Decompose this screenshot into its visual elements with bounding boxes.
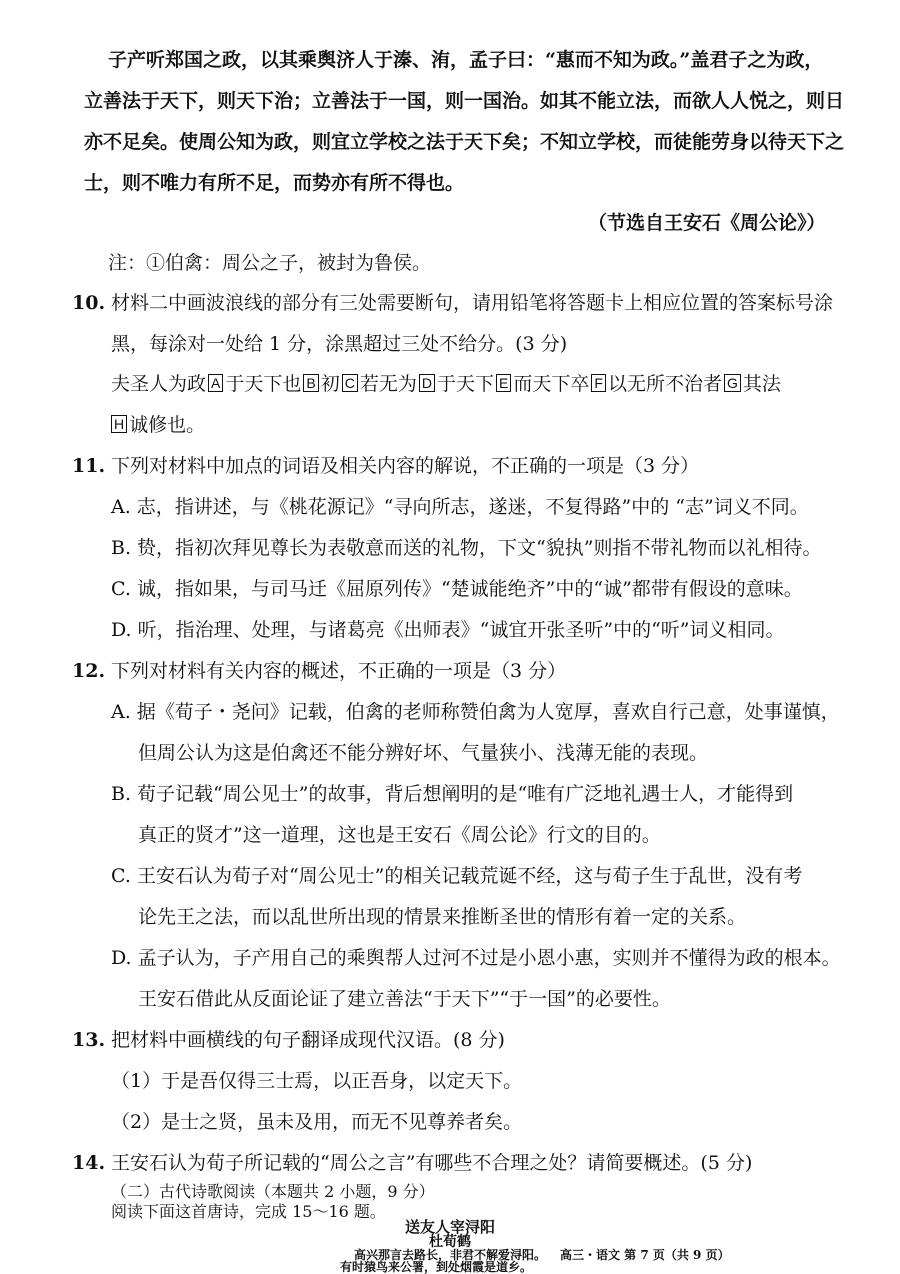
q10-break-mark-e[interactable]: E — [496, 374, 511, 392]
q12-option-a-line-1: A. 据《荀子・尧问》记载，伯禽的老师称赞伯禽为人宽厚，喜欢自行己意，处事谨慎， — [111, 701, 840, 723]
q10-break-mark-h[interactable]: H — [111, 415, 127, 433]
q10-segment: 初 — [320, 373, 340, 395]
q10-sentence-line-2 — [111, 413, 205, 437]
q11-number: 11. — [72, 455, 106, 477]
q11-option-d: D. 听，指治理、处理，与诸葛亮《出师表》“诚宜开张圣听”中的“听”词义相同。 — [111, 619, 785, 641]
q10-stem-line-1: 材料二中画波浪线的部分有三处需要断句，请用铅笔将答题卡上相应位置的答案标号涂 — [111, 292, 834, 314]
q12-option-b-line-1: B. 荀子记载“周公见士”的故事，背后想阐明的是“唯有广泛地礼遇士人，才能得到 — [111, 783, 794, 805]
q10-segment: 诚修也。 — [129, 414, 206, 436]
q10-segment: 以无所不治者 — [607, 373, 722, 395]
q13-number: 13. — [72, 1029, 106, 1051]
q14-stem: 王安石认为荀子所记载的“周公之言”有哪些不合理之处？请简要概述。(5 分) — [111, 1152, 753, 1174]
q10-break-mark-d[interactable]: D — [419, 374, 435, 392]
q11-option-c: C. 诚，指如果，与司马迁《屈原列传》“楚诚能绝齐”中的“诚”都带有假设的意味。 — [111, 578, 803, 600]
q11-option-a: A. 志，指讲述，与《桃花源记》“寻向所志，遂迷，不复得路”中的 “志”词义不同。 — [111, 496, 809, 518]
passage-line-1: 子产听郑国之政，以其乘舆济人于溱、洧，孟子曰：“惠而不知为政。”盖君子之为政， — [108, 49, 824, 71]
q10-sentence-line-1 — [111, 372, 781, 396]
q12-option-d-line-1: D. 孟子认为，子产用自己的乘舆帮人过河不过是小恩小惠，实则并不懂得为政的根本。 — [111, 947, 841, 969]
q10-segment: 于天下也 — [225, 373, 302, 395]
page-footer: 高三・语文 第 7 页（共 9 页） — [560, 1248, 730, 1262]
q10-break-mark-g[interactable]: G — [724, 374, 741, 392]
q10-segment: 而天下卒 — [513, 373, 590, 395]
passage-line-2: 立善法于天下，则天下治；立善法于一国，则一国治。如其不能立法，而欲人人悦之，则日 — [84, 90, 845, 112]
passage-note: 注：①伯禽：周公之子，被封为鲁侯。 — [108, 252, 432, 274]
q10-number: 10. — [72, 292, 106, 314]
q12-number: 12. — [72, 660, 106, 682]
poem-line-2: 有时猿鸟来公署，到处烟霞是道乡。 — [340, 1260, 533, 1274]
q10-break-mark-a[interactable]: A — [208, 374, 223, 392]
q10-break-mark-c[interactable]: C — [342, 374, 358, 392]
section-2-instruction: 阅读下面这首唐诗，完成 15～16 题。 — [111, 1202, 386, 1221]
q10-break-mark-b[interactable]: B — [303, 374, 318, 392]
q14-number: 14. — [72, 1152, 106, 1174]
q10-break-mark-f[interactable]: F — [591, 374, 606, 392]
q10-segment: 其法 — [742, 373, 781, 395]
q12-stem: 下列对材料有关内容的概述，不正确的一项是（3 分） — [111, 660, 567, 682]
q13-stem: 把材料中画横线的句子翻译成现代汉语。(8 分) — [111, 1029, 505, 1051]
passage-line-3: 亦不足矣。使周公知为政，则宜立学校之法于天下矣；不知立学校，而徒能劳身以待天下之 — [84, 131, 845, 153]
passage-line-4: 士，则不唯力有所不足，而势亦有所不得也。 — [84, 172, 465, 194]
q10-segment: 于天下 — [437, 373, 495, 395]
q13-item-1: （1）于是吾仅得三士焉，以正吾身，以定天下。 — [111, 1070, 523, 1092]
poem-line-1: 高兴那言去路长，非君不解爱浔阳。 — [353, 1248, 546, 1262]
q12-option-b-line-2: 真正的贤才”这一道理，这也是王安石《周公论》行文的目的。 — [138, 824, 661, 846]
q11-option-b: B. 贽，指初次拜见尊长为表敬意而送的礼物，下文“貌执”则指不带礼物而以礼相待。 — [111, 537, 822, 559]
q10-segment: 若无为 — [359, 373, 417, 395]
passage-source: （节选自王安石《周公论》） — [588, 212, 826, 234]
q12-option-d-line-2: 王安石借此从反面论证了建立善法“于天下”“于一国”的必要性。 — [138, 988, 671, 1010]
q13-item-2: （2）是士之贤，虽未及用，而无不见尊养者矣。 — [111, 1111, 523, 1133]
q10-stem-line-2: 黑，每涂对一处给 1 分，涂黑超过三处不给分。(3 分) — [111, 333, 568, 355]
q12-option-a-line-2: 但周公认为这是伯禽还不能分辨好坏、气量狭小、浅薄无能的表现。 — [138, 742, 709, 764]
poem-author: 杜荀鹤 — [429, 1234, 471, 1250]
section-2-heading: （二）古代诗歌阅读（本题共 2 小题，9 分） — [111, 1182, 435, 1201]
poem-title: 送友人宰浔阳 — [404, 1218, 495, 1236]
q11-stem: 下列对材料中加点的词语及相关内容的解说，不正确的一项是（3 分） — [111, 455, 700, 477]
q12-option-c-line-2: 论先王之法，而以乱世所出现的情景来推断圣世的情形有着一定的关系。 — [138, 906, 747, 928]
q12-option-c-line-1: C. 王安石认为荀子对“周公见士”的相关记载荒诞不经，这与荀子生于乱世，没有考 — [111, 865, 803, 887]
q10-segment: 夫圣人为政 — [111, 373, 207, 395]
